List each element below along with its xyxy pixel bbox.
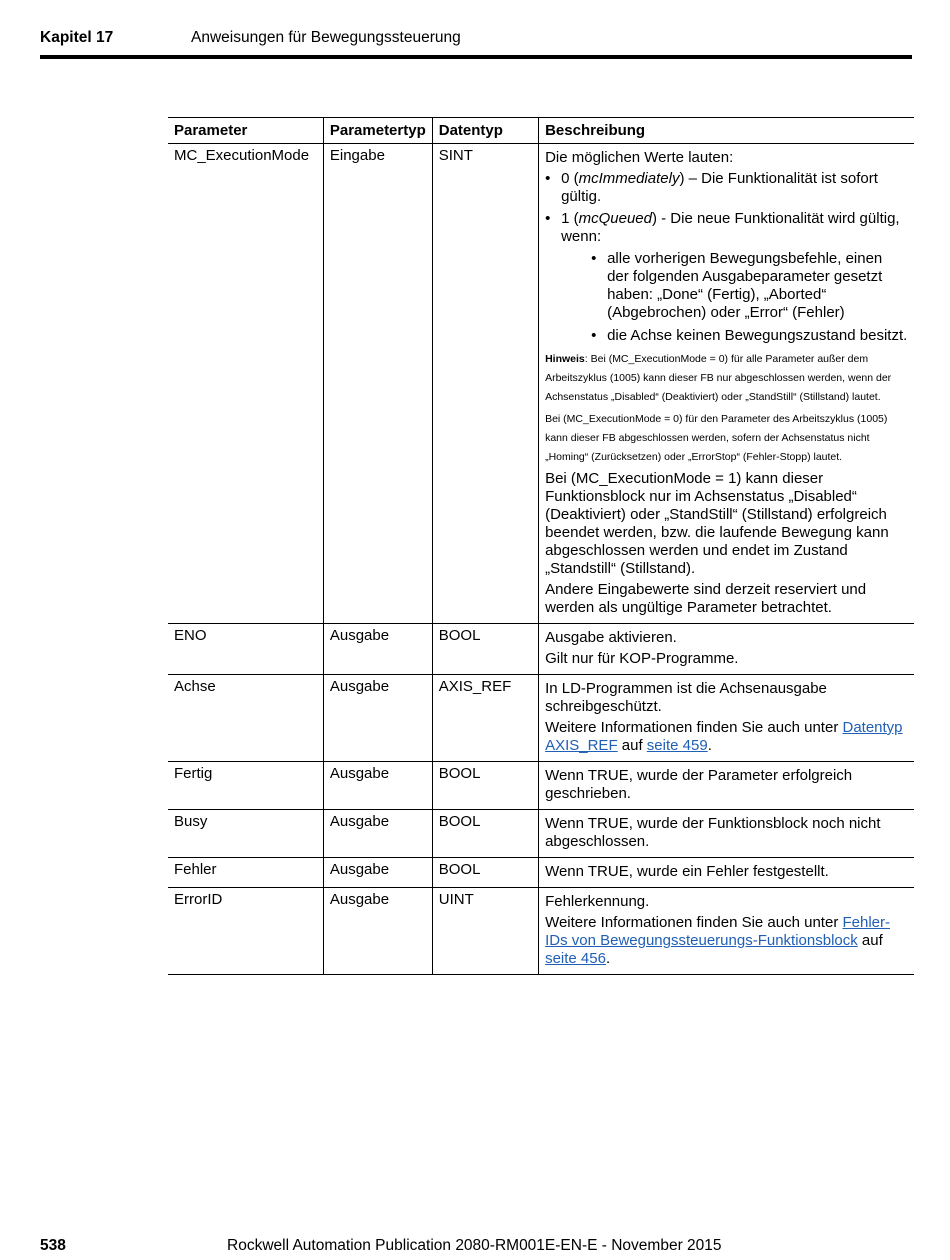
cell-parameter: Fehler bbox=[168, 858, 323, 888]
list-item: • alle vorherigen Bewegungsbefehle, einen der folgenden Ausgabeparameter gesetzt haben: „Done“ (Fertig), „Aborted“ (Abgebrochen) oder „Error“ (Fehler) bbox=[591, 250, 908, 322]
note-paragraph: Bei (MC_ExecutionMode = 0) für den Parameter des Arbeitszyklus (1005) kann dieser FB abgeschlossen werden, sofern der Achsenstatus nicht „Homing“ (Zurücksetzen) oder „ErrorStop“ (Fehler-Stopp) lautet. bbox=[545, 413, 888, 463]
cell-datatype: BOOL bbox=[432, 810, 538, 858]
cell-parameter: Fertig bbox=[168, 762, 323, 810]
cell-type: Ausgabe bbox=[323, 810, 432, 858]
cell-type: Ausgabe bbox=[323, 675, 432, 762]
text-run: ) - Die neue Funktionalität wird gültig, wenn: bbox=[561, 210, 900, 245]
value-list bbox=[545, 170, 908, 246]
text-run: 0 ( bbox=[561, 170, 579, 187]
chapter-title: Anweisungen für Bewegungssteuerung bbox=[191, 29, 461, 46]
cell-type: Eingabe bbox=[323, 144, 432, 624]
parameter-table bbox=[168, 117, 914, 975]
description-paragraph: Wenn TRUE, wurde ein Fehler festgestellt. bbox=[545, 863, 829, 880]
text-run: 1 ( bbox=[561, 210, 579, 227]
cell-type: Ausgabe bbox=[323, 762, 432, 810]
description-intro: Die möglichen Werte lauten: bbox=[545, 149, 734, 166]
description-paragraph: In LD-Programmen ist die Achsenausgabe schreibgeschützt. bbox=[545, 680, 827, 715]
text-run: auf bbox=[617, 737, 647, 754]
condition-list bbox=[591, 250, 908, 345]
cell-description bbox=[539, 762, 914, 810]
note-label: Hinweis bbox=[545, 353, 585, 365]
chapter-label: Kapitel 17 bbox=[40, 29, 114, 46]
description-paragraph: Wenn TRUE, wurde der Parameter erfolgreich geschrieben. bbox=[545, 767, 853, 802]
description-paragraph bbox=[545, 719, 908, 755]
page-number: 538 bbox=[40, 1237, 66, 1254]
text-run: . bbox=[707, 737, 712, 754]
description-paragraph: Bei (MC_ExecutionMode = 1) kann dieser Funktionsblock nur im Achsenstatus „Disabled“ (Deaktiviert) oder „StandStill“ (Stillstand) erfolgreich beendet werden, bzw. die laufende Bewegung kann abgeschlossen werden und endet im Zustand „Standstill“ (Stillstand). bbox=[545, 470, 889, 577]
text-run: auf bbox=[857, 932, 883, 949]
cell-parameter: ENO bbox=[168, 624, 323, 675]
cell-datatype: BOOL bbox=[432, 624, 538, 675]
publication-info: Rockwell Automation Publication 2080-RM001E-EN-E - November 2015 bbox=[227, 1237, 722, 1254]
cell-description bbox=[539, 144, 914, 624]
cell-datatype: SINT bbox=[432, 144, 538, 624]
cell-parameter: MC_ExecutionMode bbox=[168, 144, 323, 624]
cell-type: Ausgabe bbox=[323, 858, 432, 888]
list-item bbox=[545, 210, 908, 246]
cell-description bbox=[539, 858, 914, 888]
column-header-parametertyp: Parametertyp bbox=[323, 118, 432, 144]
cell-description bbox=[539, 810, 914, 858]
table-row bbox=[168, 675, 914, 762]
note-paragraph bbox=[545, 350, 908, 407]
cell-parameter: Achse bbox=[168, 675, 323, 762]
cell-description bbox=[539, 675, 914, 762]
text-run: Weitere Informationen finden Sie auch unter bbox=[545, 914, 843, 931]
description-paragraph: Gilt nur für KOP-Programme. bbox=[545, 650, 739, 667]
text-run: . bbox=[605, 950, 611, 967]
table-row bbox=[168, 144, 914, 624]
text-run: ) – Die Funktionalität ist sofort gültig. bbox=[561, 170, 878, 205]
table-row bbox=[168, 762, 914, 810]
cell-datatype: BOOL bbox=[432, 858, 538, 888]
description-paragraph: Ausgabe aktivieren. bbox=[545, 629, 677, 646]
page-header bbox=[40, 29, 912, 59]
table-row bbox=[168, 888, 914, 975]
error-ids-link[interactable]: Fehler-IDs von Bewegungssteuerungs-Funktionsblock bbox=[545, 914, 890, 949]
note-text: : Bei (MC_ExecutionMode = 0) für alle Parameter außer dem Arbeitszyklus (1005) kann dieser FB nur abgeschlossen werden, wenn der Achsenstatus „Disabled“ (Deaktiviert) oder „StandStill“ (Stillstand) lautet. bbox=[545, 353, 892, 403]
page-link[interactable]: seite 456 bbox=[545, 950, 606, 967]
cell-datatype: AXIS_REF bbox=[432, 675, 538, 762]
cell-datatype: UINT bbox=[432, 888, 538, 975]
table-header-row bbox=[168, 118, 914, 144]
table-row bbox=[168, 624, 914, 675]
column-header-datentyp: Datentyp bbox=[432, 118, 538, 144]
list-item bbox=[545, 170, 908, 206]
column-header-beschreibung: Beschreibung bbox=[539, 118, 914, 144]
cell-datatype: BOOL bbox=[432, 762, 538, 810]
cell-parameter: Busy bbox=[168, 810, 323, 858]
description-paragraph: Wenn TRUE, wurde der Funktionsblock noch nicht abgeschlossen. bbox=[545, 815, 881, 850]
constant-name: mcImmediately bbox=[578, 170, 680, 187]
description-paragraph bbox=[545, 914, 908, 968]
page-link[interactable]: seite 459 bbox=[646, 737, 708, 754]
description-paragraph: Fehlerkennung. bbox=[545, 893, 650, 910]
cell-type: Ausgabe bbox=[323, 624, 432, 675]
text-run: Weitere Informationen finden Sie auch unter bbox=[545, 719, 843, 736]
description-paragraph: Andere Eingabewerte sind derzeit reserviert und werden als ungültige Parameter betrachtet. bbox=[545, 581, 867, 616]
cell-parameter: ErrorID bbox=[168, 888, 323, 975]
table-row bbox=[168, 810, 914, 858]
cell-type: Ausgabe bbox=[323, 888, 432, 975]
list-item: • die Achse keinen Bewegungszustand besitzt. bbox=[591, 327, 908, 345]
cell-description bbox=[539, 624, 914, 675]
table-row bbox=[168, 858, 914, 888]
cell-description bbox=[539, 888, 914, 975]
column-header-parameter: Parameter bbox=[168, 118, 323, 144]
datatype-link[interactable]: Datentyp AXIS_REF bbox=[545, 719, 903, 754]
constant-name: mcQueued bbox=[578, 210, 652, 227]
